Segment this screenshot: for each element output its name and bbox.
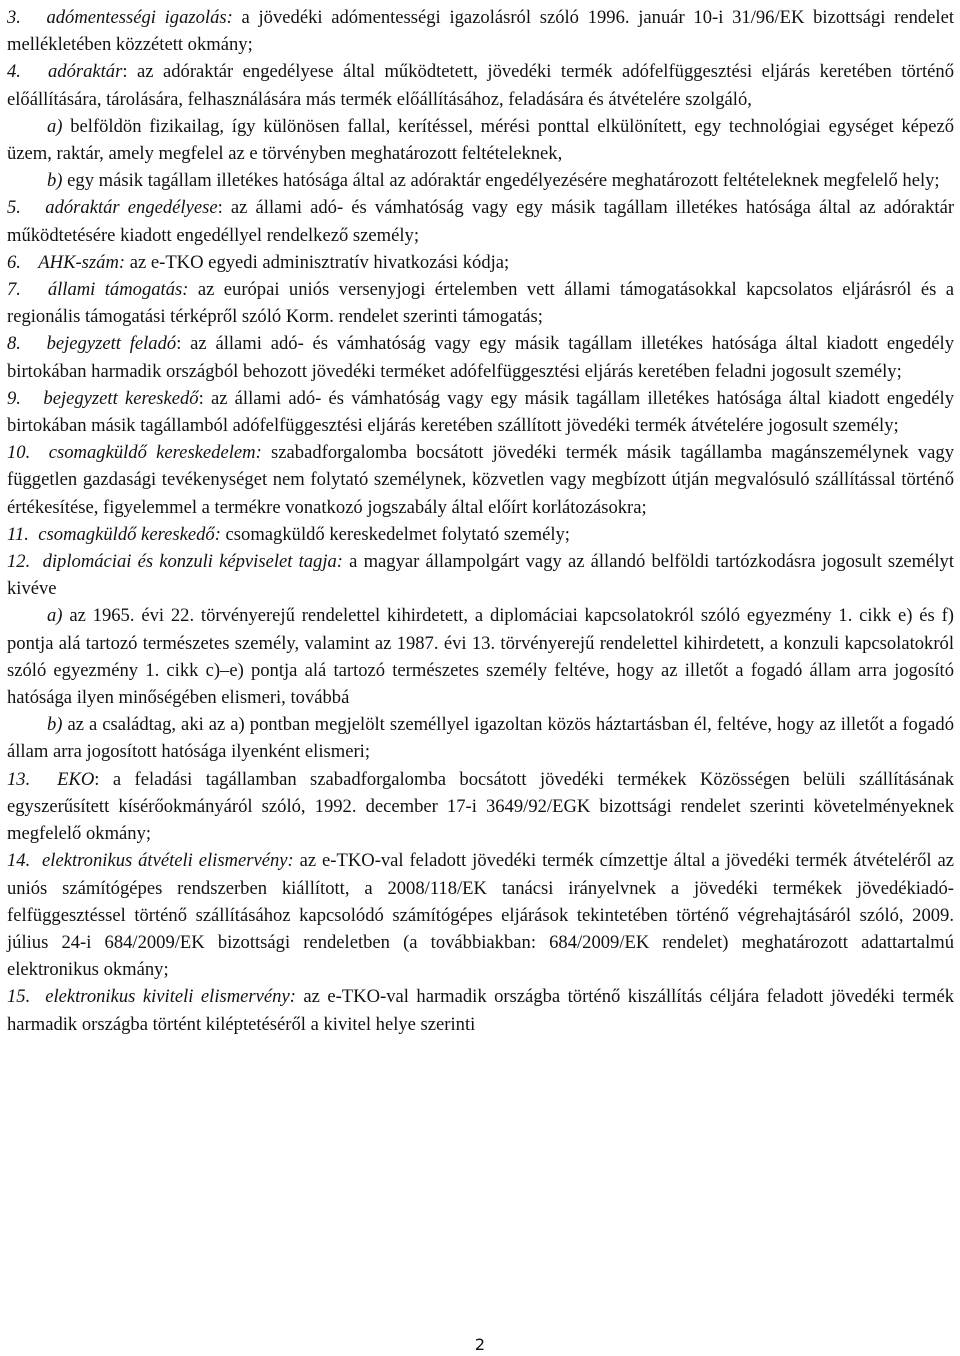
definition-9 <box>7 385 954 439</box>
defined-term: adóraktár <box>47 61 123 83</box>
definition-text: az 1965. évi 22. törvényerejű rendelettel kihirdetett, a diplomáciai kapcsolatokról szóló egyezmény 1. cikk e) és f) pontja alá tartozó természetes személy, valamint az 1987. évi 13. törvényerejű rendelettel kihirdetett, a konzuli kapcsolatokról szóló egyezmény 1. cikk c)–e) pontja alá tartozó természetes személy feltéve, hogy az illetőt a fogadó állam arra jogosító hatósága ilyen minőségében elismeri, továbbá <box>7 605 954 709</box>
item-number: 14. <box>7 850 31 872</box>
sub-item-letter: a) <box>47 605 63 627</box>
defined-term: bejegyzett feladó <box>46 333 177 355</box>
defined-term: diplomáciai és konzuli képviselet tagja: <box>42 551 343 573</box>
item-number: 9. <box>7 387 21 409</box>
item-number: 8. <box>7 333 21 355</box>
definition-text: az e-TKO-val feladott jövedéki termék címzettje által a jövedéki termék átvételéről az uniós számítógépes rendszerben kiállított, a 2008/118/EK tanácsi irányelvnek a jövedéki termékek jövedékiadó-felfüggesztéssel történő szállításához kapcsolódó számítógépes eljárások tekintetében történő végrehajtásáról szóló, 2009. július 24-i 684/2009/EK bizottsági rendeletben (a továbbiakban: 684/2009/EK rendelet) meghatározott adattartalmú elektronikus okmány; <box>7 850 954 981</box>
sub-item-letter: b) <box>47 714 63 736</box>
definition-12-a <box>7 602 954 711</box>
definition-7 <box>7 276 954 330</box>
definition-4-a <box>7 113 954 167</box>
defined-term: adóraktár engedélyese <box>45 197 218 219</box>
definition-6 <box>7 249 954 276</box>
defined-term: állami támogatás: <box>47 279 189 301</box>
definition-text: az európai uniós versenyjogi értelemben vett állami támogatásokkal kapcsolatos eljárásról és a regionális támogatási térképről szóló Korm. rendelet szerinti támogatás; <box>7 279 954 328</box>
item-number: 4. <box>7 61 21 83</box>
definition-4 <box>7 58 954 112</box>
definition-10 <box>7 439 954 521</box>
item-number: 10. <box>7 442 31 464</box>
defined-term: csomagküldő kereskedelem: <box>48 442 262 464</box>
definition-text: belföldön fizikailag, így különösen fallal, kerítéssel, mérési ponttal elkülönített, egy technológiai egységet képező üzem, raktár, amely megfelel az e törvényben meghatározott feltételeknek, <box>7 115 954 165</box>
defined-term: adómentességi igazolás: <box>46 7 233 28</box>
defined-term: bejegyzett kereskedő <box>43 387 199 409</box>
definition-text: az a családtag, aki az a) pontban megjelölt személlyel igazoltan közös háztartásban él, feltéve, hogy az illetőt a fogadó állam arra jogosított hatósága ilyenként elismeri; <box>7 714 954 763</box>
defined-term: elektronikus átvételi elismervény: <box>42 850 294 872</box>
definition-text: : az állami adó- és vámhatóság vagy egy másik tagállam illetékes hatósága által az adóraktár működtetésére kiadott engedéllyel rendelkező személy; <box>7 197 955 246</box>
definition-4-b <box>7 167 954 194</box>
document-page <box>7 4 954 1038</box>
sub-item-letter: b) <box>47 170 63 192</box>
definition-text: : az állami adó- és vámhatóság vagy egy másik tagállam illetékes hatósága által kiadott engedély birtokában másik tagállamból adófelfüggesztési eljárás keretében szállított jövedéki termék átvételére jogosult személy; <box>7 387 954 437</box>
defined-term: csomagküldő kereskedő: <box>38 523 221 545</box>
definition-text: az e-TKO-val harmadik országba történő kiszállítás céljára feladott jövedéki termék harmadik országba történt kiléptetéséről a kivitel helye szerinti <box>7 986 954 1035</box>
definition-14 <box>7 847 954 983</box>
item-number: 12. <box>7 551 31 573</box>
item-number: 15. <box>7 986 31 1008</box>
definition-text: szabadforgalomba bocsátott jövedéki termék másik tagállamba magánszemélynek vagy független gazdasági tevékenységet nem folytató személynek, közvetlen vagy megbízott útján megvalósuló szállítással történő értékesítése, figyelemmel a termékre vonatkozó jogszabály által előírt korlátozásokra; <box>7 442 954 518</box>
definition-11 <box>7 521 954 548</box>
definition-15 <box>7 983 954 1037</box>
definition-3 <box>7 4 954 58</box>
defined-term: elektronikus kiviteli elismervény: <box>45 986 296 1008</box>
definition-text: a jövedéki adómentességi igazolásról szóló 1996. január 10-i 31/96/EK bizottsági rendelet mellékletében közzétett okmány; <box>7 7 955 56</box>
item-number: 3. <box>7 7 21 28</box>
definition-text: : az állami adó- és vámhatóság vagy egy másik tagállam illetékes hatósága által kiadott engedély birtokában harmadik országból behozott jövedéki terméket adófelfüggesztési eljárás keretében feladni jogosult személy; <box>7 333 954 382</box>
item-number: 5. <box>7 197 21 219</box>
definition-text: : a feladási tagállamban szabadforgalomba bocsátott jövedéki termékek Közösségen belüli szállításának egyszerűsített kísérőokmányáról szóló, 1992. december 17-i 3649/92/EGK bizottsági rendelet szerinti követelményeknek megfelelő okmány; <box>7 768 954 845</box>
definition-text: : az adóraktár engedélyese által működtetett, jövedéki termék adófelfüggesztési eljárás keretében történő előállítására, tárolására, felhasználására más termék előállításához, feladására és átvételére szolgáló, <box>7 61 955 110</box>
definition-text: csomagküldő kereskedelmet folytató személy; <box>220 523 570 545</box>
sub-item-letter: a) <box>47 115 63 137</box>
item-number: 13. <box>7 768 31 790</box>
definition-text: egy másik tagállam illetékes hatósága által az adóraktár engedélyezésére meghatározott feltételeknek megfelelő hely; <box>62 170 940 192</box>
definition-8 <box>7 330 954 384</box>
definition-text: az e-TKO egyedi adminisztratív hivatkozási kódja; <box>125 251 510 273</box>
item-number: 7. <box>7 279 21 301</box>
definition-12-b <box>7 711 954 765</box>
item-number: 11. <box>7 523 29 545</box>
defined-term: EKO <box>57 768 95 790</box>
defined-term: AHK-szám: <box>38 251 126 273</box>
definition-13 <box>7 766 954 848</box>
page-number: 2 <box>474 1335 486 1354</box>
definition-5 <box>7 194 954 248</box>
definition-text: a magyar állampolgárt vagy az állandó belföldi tartózkodásra jogosult személyt kivéve <box>7 551 955 600</box>
item-number: 6. <box>7 251 21 273</box>
definition-12 <box>7 548 954 602</box>
